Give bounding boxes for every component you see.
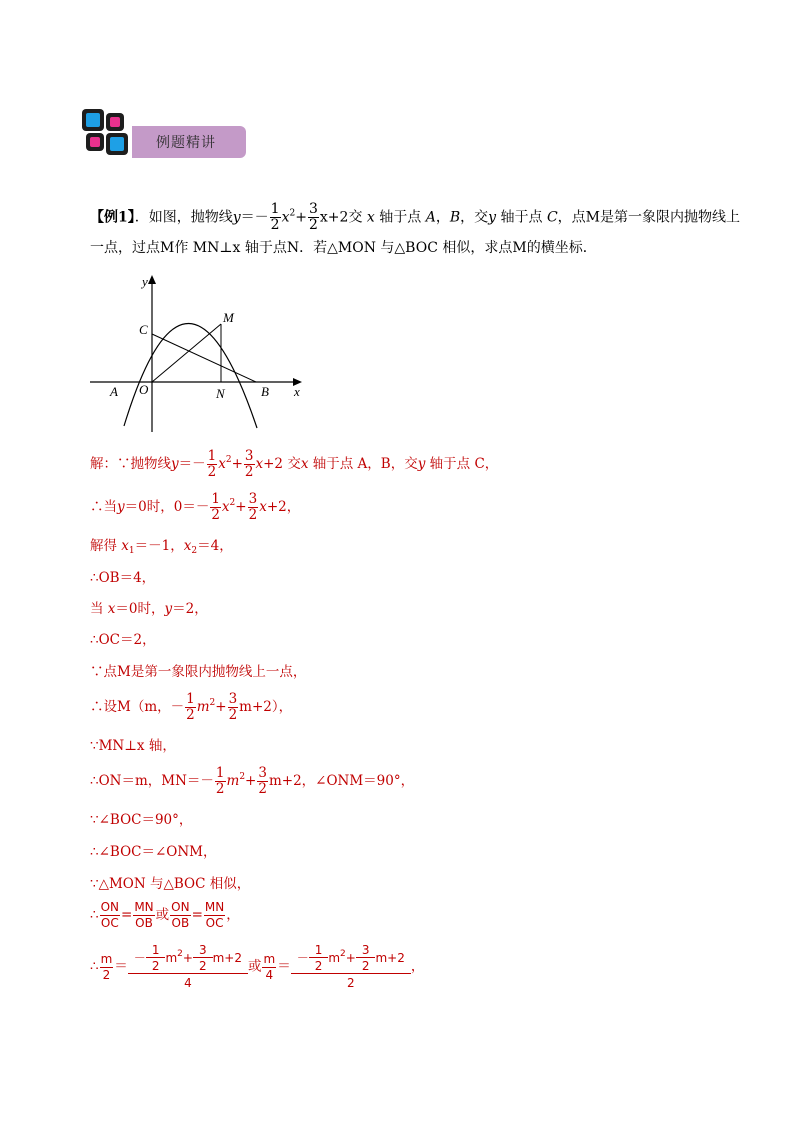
- solution-line-5: 当 x＝0时，y＝2，: [90, 601, 208, 617]
- solution-line-10: ∴ON＝m，MN＝－ $\frac{1}{2}$ $m^2+$ $\frac{3}{2}$ m+2，∠ONM＝90°，: [90, 765, 415, 797]
- fraction: $\frac{3}{2}$: [308, 201, 318, 233]
- solution-line-15: ∴ $\frac{m}{2}$ ＝ － $\frac{1}{2}$ $m^2+$ $\frac{3}{2}$ m+2 4 或 $\frac{m}{4}$ ＝ － $\frac{1}{2}$ $m^2+$ $\frac{3}{2}$ m+2 2 ，: [90, 943, 425, 990]
- segment-OM: [152, 324, 221, 382]
- example-label: 【例1】: [90, 209, 135, 226]
- solution-line-3: 解得 $x_1=-1$，$x_2=4$，: [90, 538, 233, 556]
- solution-line-13: ∵△MON 与△BOC 相似，: [90, 876, 251, 892]
- problem-line-1: 【例1】．如图，抛物线y＝－ $\frac{1}{2}$ $x^2+$ $\frac{3}{2}$ x+2交 x 轴于点 A，B，交y 轴于点 C，点M是第一象限内抛物线上: [90, 201, 740, 233]
- label-x: x: [294, 384, 300, 399]
- solution-line-11: ∵∠BOC＝90°，: [90, 812, 193, 828]
- solution-line-7: ∵点M是第一象限内抛物线上一点，: [90, 664, 307, 680]
- solution-line-14: ∴ $\frac{ON}{OC}$ = $\frac{MN}{OB}$ 或 $\frac{ON}{OB}$ = $\frac{MN}{OC}$ ，: [90, 900, 240, 930]
- label-N: N: [216, 386, 225, 401]
- solution-line-8: ∴设M（m，－ $\frac{1}{2}$ $m^2+$ $\frac{3}{2}$ m+2），: [90, 691, 293, 723]
- label-A: A: [110, 384, 118, 399]
- label-y: y: [142, 274, 148, 289]
- fraction: $\frac{1}{2}$: [270, 201, 280, 233]
- label-C: C: [139, 322, 148, 337]
- solution-line-6: ∴OC＝2，: [90, 632, 156, 648]
- segment-CB: [152, 334, 256, 382]
- solution-line-4: ∴OB＝4，: [90, 570, 156, 586]
- label-B: B: [261, 384, 269, 399]
- section-header-label: 例题精讲: [156, 135, 216, 151]
- solution-line-1: 解：∵抛物线y＝－ $\frac{1}{2}$ $x^2+$ $\frac{3}{2}$ x+2 交x 轴于点 A，B，交y 轴于点 C，: [90, 448, 499, 480]
- parabola-curve: [124, 323, 257, 428]
- y-axis-arrow: [148, 275, 156, 284]
- solution-line-9: ∵MN⊥x 轴，: [90, 738, 176, 754]
- solution-line-12: ∴∠BOC＝∠ONM，: [90, 844, 217, 860]
- problem-line-2: 一点，过点M作 MN⊥x 轴于点N．若△MON 与△BOC 相似，求点M的横坐标．: [90, 240, 597, 256]
- label-M: M: [223, 310, 234, 325]
- solution-line-2: ∴当y＝0时，0＝－ $\frac{1}{2}$ $x^2+$ $\frac{3}{2}$ x+2，: [90, 491, 301, 523]
- parabola-figure: [86, 272, 306, 434]
- section-logo-icon: [80, 107, 130, 159]
- label-O: O: [139, 382, 149, 397]
